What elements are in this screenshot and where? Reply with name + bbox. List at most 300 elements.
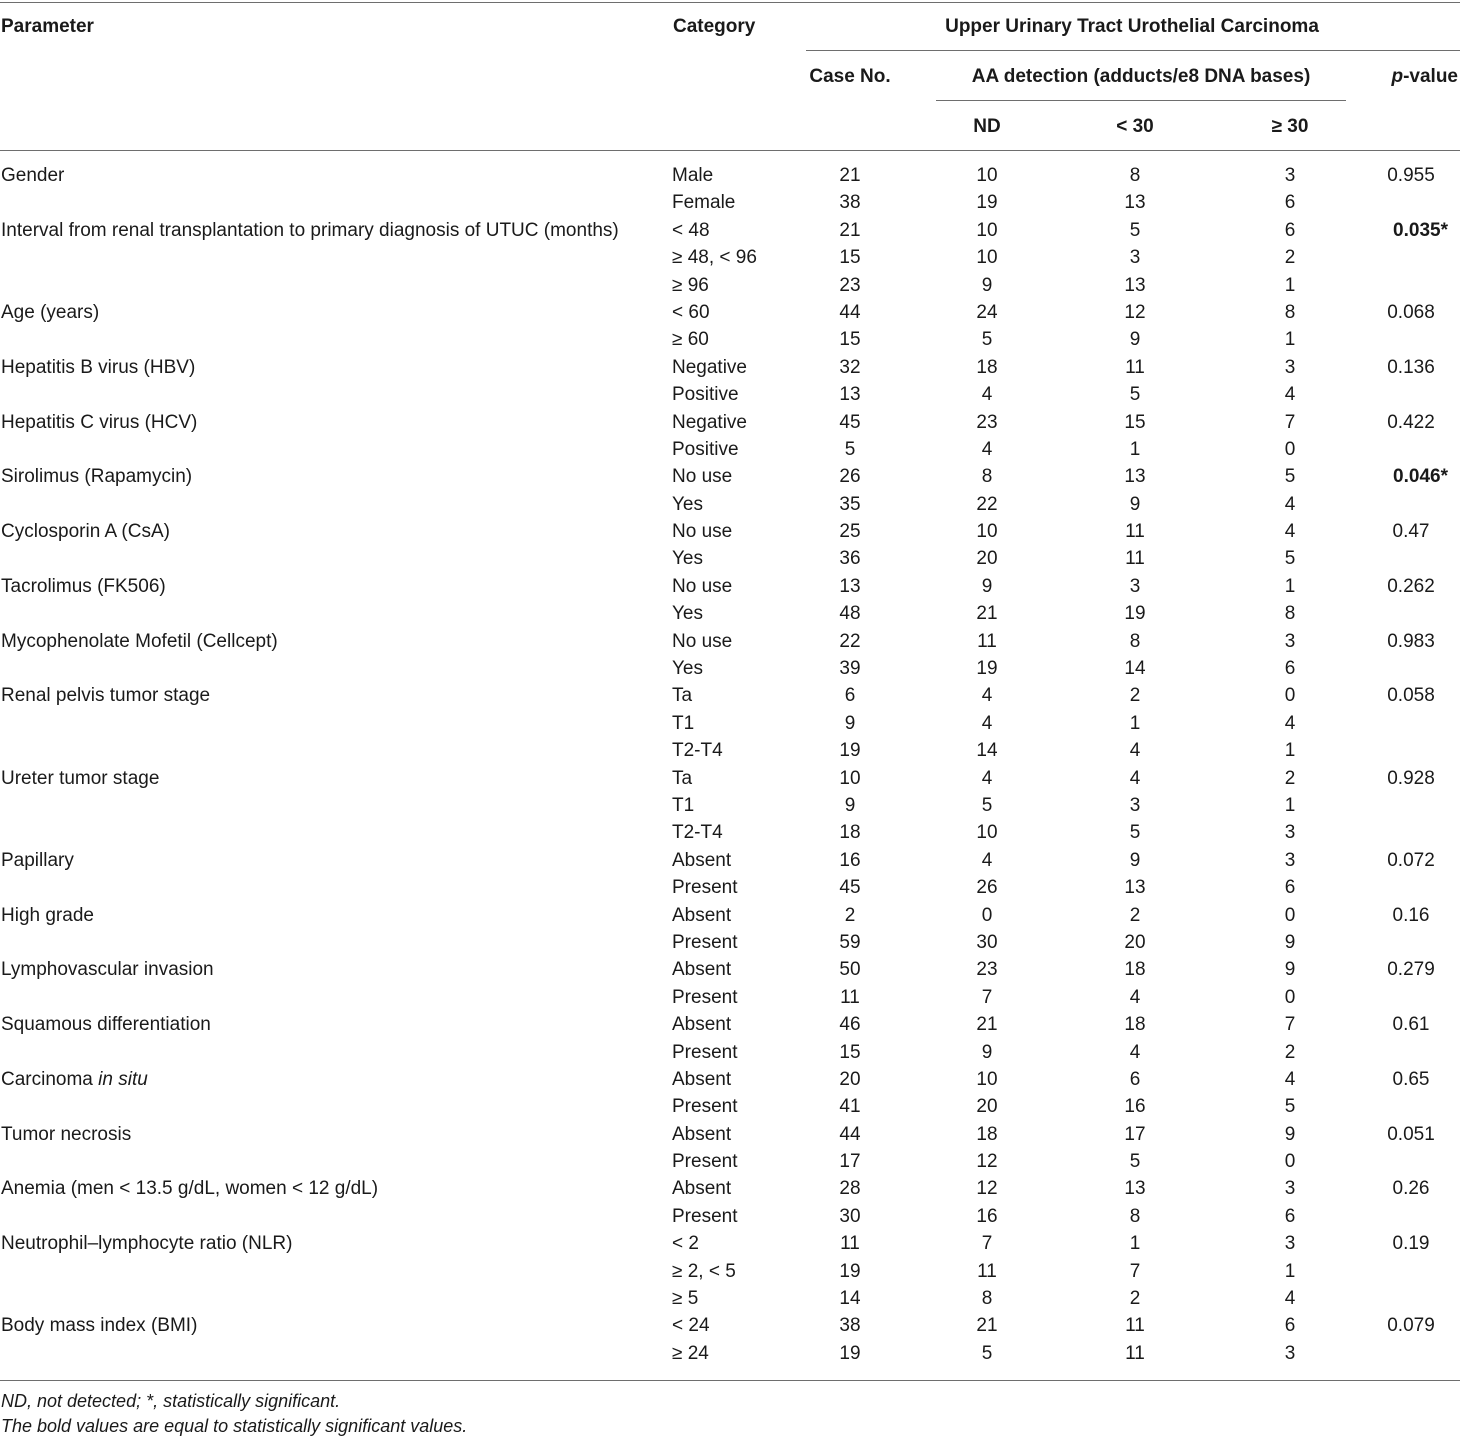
nd-cell: 4 [981, 384, 993, 406]
lt30-cell: 11 [1125, 548, 1145, 570]
ge30-cell: 5 [1284, 548, 1296, 570]
case-no-cell: 44 [839, 301, 861, 323]
case-no-cell: 13 [839, 384, 861, 406]
case-no-cell: 44 [839, 1123, 861, 1145]
table-row [0, 381, 1460, 408]
case-no-cell: 23 [839, 274, 861, 296]
ge30-cell: 1 [1284, 740, 1296, 762]
case-no-cell: 38 [839, 1315, 861, 1337]
category-cell: Ta [672, 685, 693, 707]
table-row [0, 1121, 1460, 1148]
p-value-text: 0.035* [1393, 219, 1448, 241]
p-value-cell [1350, 1312, 1448, 1339]
case-no-cell: 30 [839, 1205, 861, 1227]
lt30-cell: 17 [1124, 1123, 1146, 1145]
nd-cell: 21 [976, 1315, 998, 1337]
nd-cell: 12 [976, 1178, 998, 1200]
case-no-cell: 26 [839, 466, 861, 488]
nd-cell: 9 [981, 1041, 993, 1063]
parameter-cell: Body mass index (BMI) [1, 1315, 198, 1337]
nd-cell: 10 [976, 1068, 998, 1090]
p-value-cell [1350, 436, 1448, 463]
p-value-cell [1350, 1039, 1448, 1066]
category-cell: T1 [672, 712, 695, 734]
table-row [0, 737, 1460, 764]
parameter-cell: Interval from renal transplantation to primary diagnosis of UTUC (months) [1, 219, 619, 241]
p-value-cell [1350, 1066, 1448, 1093]
category-cell: Absent [672, 904, 732, 926]
table-row [0, 710, 1460, 737]
category-cell: Absent [672, 1068, 732, 1090]
parameter-cell: Lymphovascular invasion [1, 959, 214, 981]
ge30-cell: 0 [1284, 986, 1296, 1008]
category-cell: Yes [672, 603, 703, 625]
p-value-cell [1350, 1093, 1448, 1120]
lt30-cell: 9 [1129, 493, 1141, 515]
case-no-cell: 59 [839, 931, 861, 953]
ge30-cell: 0 [1284, 1151, 1296, 1173]
nd-cell: 7 [981, 1233, 993, 1255]
category-cell: Present [672, 1041, 738, 1063]
table-row [0, 1093, 1460, 1120]
table-row [0, 655, 1460, 682]
category-cell: Male [672, 165, 714, 186]
table-bottom-rule [0, 1380, 1460, 1381]
nd-cell: 11 [977, 1260, 997, 1282]
lt30-cell: 1 [1129, 1233, 1141, 1255]
table-row [0, 956, 1460, 983]
p-value-text: 0.262 [1387, 575, 1435, 597]
p-value-cell [1350, 409, 1448, 436]
p-value-cell [1350, 1121, 1448, 1148]
nd-cell: 10 [976, 165, 998, 186]
case-no-cell: 14 [839, 1288, 861, 1310]
ge30-cell: 6 [1284, 219, 1296, 241]
table-row [0, 189, 1460, 216]
lt30-cell: 8 [1129, 630, 1141, 652]
category-cell: No use [672, 521, 733, 543]
category-cell: ≥ 5 [672, 1288, 699, 1310]
nd-cell: 24 [976, 301, 998, 323]
case-no-cell: 9 [844, 712, 856, 734]
nd-cell: 9 [981, 575, 993, 597]
category-cell: Yes [672, 548, 703, 570]
lt30-cell: 13 [1124, 192, 1146, 214]
table-row [0, 874, 1460, 901]
p-value-text: 0.16 [1392, 904, 1430, 926]
lt30-cell: 20 [1124, 931, 1146, 953]
lt30-cell: 11 [1125, 521, 1145, 543]
ge30-cell: 3 [1284, 849, 1296, 871]
case-no-cell: 15 [839, 329, 861, 351]
ge30-cell: 2 [1284, 1041, 1296, 1063]
lt30-cell: 3 [1129, 247, 1141, 269]
p-value-cell [1350, 1230, 1448, 1257]
table-row [0, 217, 1460, 244]
lt30-cell: 19 [1124, 603, 1146, 625]
table-row [0, 354, 1460, 381]
case-no-cell: 22 [839, 630, 861, 652]
p-value-cell [1350, 162, 1448, 189]
nd-cell: 4 [981, 767, 993, 789]
table-row [0, 326, 1460, 353]
header-p-italic: p [1391, 66, 1404, 87]
case-no-cell: 21 [839, 165, 861, 186]
header-lt30: < 30 [1116, 116, 1154, 137]
p-value-cell [1350, 381, 1448, 408]
table-body [0, 162, 1460, 1367]
table-row [0, 765, 1460, 792]
case-no-cell: 2 [844, 904, 856, 926]
category-cell: Present [672, 1205, 738, 1227]
category-cell: Negative [672, 356, 747, 378]
p-value-cell [1350, 189, 1448, 216]
category-cell: ≥ 2, < 5 [672, 1260, 736, 1282]
case-no-cell: 19 [839, 1342, 861, 1364]
ge30-cell: 3 [1284, 630, 1296, 652]
lt30-cell: 1 [1129, 438, 1141, 460]
ge30-cell: 3 [1284, 822, 1296, 844]
case-no-cell: 25 [839, 521, 861, 543]
parameter-cell: High grade [1, 904, 94, 926]
lt30-cell: 5 [1129, 219, 1141, 241]
p-value-text: 0.47 [1392, 521, 1430, 543]
table-row [0, 1285, 1460, 1312]
lt30-cell: 5 [1129, 384, 1141, 406]
category-cell: Absent [672, 849, 732, 871]
nd-cell: 5 [981, 794, 993, 816]
ge30-cell: 9 [1284, 931, 1296, 953]
table-row [0, 819, 1460, 846]
ge30-cell: 2 [1284, 247, 1296, 269]
case-no-cell: 46 [839, 1014, 861, 1036]
table-row [0, 436, 1460, 463]
case-no-cell: 28 [839, 1178, 861, 1200]
ge30-cell: 2 [1284, 767, 1296, 789]
p-value-cell [1350, 573, 1448, 600]
p-value-cell [1350, 984, 1448, 1011]
parameter-cell: Sirolimus (Rapamycin) [1, 466, 193, 488]
lt30-cell: 11 [1125, 1315, 1145, 1337]
parameter-cell: Age (years) [1, 301, 100, 323]
table-row [0, 1230, 1460, 1257]
table-row [0, 1039, 1460, 1066]
category-cell: Present [672, 931, 738, 953]
case-no-cell: 21 [839, 219, 861, 241]
lt30-cell: 5 [1129, 822, 1141, 844]
p-value-cell [1350, 1175, 1448, 1202]
case-no-cell: 36 [839, 548, 861, 570]
ge30-cell: 0 [1284, 904, 1296, 926]
lt30-cell: 11 [1125, 356, 1145, 378]
p-value-cell [1350, 272, 1448, 299]
ge30-cell: 3 [1284, 1342, 1296, 1364]
p-value-text: 0.279 [1387, 959, 1435, 981]
top-rule [0, 2, 1460, 3]
ge30-cell: 6 [1284, 1205, 1296, 1227]
table-row [0, 299, 1460, 326]
table-row [0, 1175, 1460, 1202]
p-value-cell [1350, 792, 1448, 819]
nd-cell: 30 [976, 931, 998, 953]
lt30-cell: 2 [1129, 685, 1141, 707]
category-cell: No use [672, 630, 733, 652]
lt30-cell: 2 [1129, 904, 1141, 926]
p-value-text: 0.983 [1387, 630, 1435, 652]
case-no-cell: 45 [839, 877, 861, 899]
category-cell: ≥ 60 [672, 329, 709, 351]
nd-cell: 23 [976, 959, 998, 981]
ge30-cell: 3 [1284, 1178, 1296, 1200]
header-bottom-rule [0, 150, 1460, 151]
table-row [0, 463, 1460, 490]
table-row [0, 409, 1460, 436]
lt30-cell: 4 [1129, 1041, 1141, 1063]
p-value-cell [1350, 244, 1448, 271]
category-cell: Absent [672, 959, 732, 981]
p-value-text: 0.051 [1387, 1123, 1435, 1145]
lt30-cell: 8 [1129, 165, 1141, 186]
header-parameter: Parameter [1, 16, 94, 37]
category-cell: Positive [672, 384, 739, 406]
ge30-cell: 6 [1284, 192, 1296, 214]
case-no-cell: 50 [839, 959, 861, 981]
nd-cell: 20 [976, 1096, 998, 1118]
nd-cell: 16 [976, 1205, 998, 1227]
p-value-cell [1350, 628, 1448, 655]
nd-cell: 9 [981, 274, 993, 296]
p-value-text: 0.068 [1387, 301, 1435, 323]
lt30-cell: 4 [1129, 986, 1141, 1008]
ge30-cell: 6 [1284, 1315, 1296, 1337]
parameter-cell: Hepatitis B virus (HBV) [1, 356, 196, 378]
case-no-cell: 17 [839, 1151, 861, 1173]
header-group: Upper Urinary Tract Urothelial Carcinoma [945, 16, 1319, 37]
p-value-cell [1350, 1011, 1448, 1038]
category-cell: < 60 [672, 301, 710, 323]
p-value-cell [1350, 765, 1448, 792]
ge30-cell: 4 [1284, 384, 1296, 406]
p-value-cell [1350, 956, 1448, 983]
header-aa-detection: AA detection (adducts/e8 DNA bases) [971, 66, 1311, 87]
category-cell: Present [672, 986, 738, 1008]
category-cell: No use [672, 575, 733, 597]
lt30-cell: 11 [1125, 1342, 1145, 1364]
ge30-cell: 1 [1284, 1260, 1296, 1282]
nd-cell: 20 [976, 548, 998, 570]
category-cell: No use [672, 466, 733, 488]
nd-cell: 0 [981, 904, 993, 926]
parameter-cell: Hepatitis C virus (HCV) [1, 411, 198, 433]
table-row [0, 792, 1460, 819]
p-value-cell [1350, 874, 1448, 901]
p-value-cell [1350, 1340, 1448, 1367]
nd-cell: 10 [976, 822, 998, 844]
ge30-cell: 3 [1284, 356, 1296, 378]
parameter-cell: Renal pelvis tumor stage [1, 685, 211, 707]
aa-underline [936, 100, 1346, 101]
nd-cell: 10 [976, 219, 998, 241]
p-value-text: 0.136 [1387, 356, 1435, 378]
table-row [0, 1148, 1460, 1175]
nd-cell: 4 [981, 712, 993, 734]
table-row [0, 162, 1460, 189]
case-no-cell: 20 [839, 1068, 861, 1090]
category-cell: Present [672, 1151, 738, 1173]
ge30-cell: 8 [1284, 301, 1296, 323]
lt30-cell: 7 [1129, 1260, 1141, 1282]
lt30-cell: 13 [1124, 466, 1146, 488]
case-no-cell: 41 [839, 1096, 861, 1118]
category-cell: T2-T4 [672, 740, 723, 762]
p-value-cell [1350, 326, 1448, 353]
nd-cell: 4 [981, 438, 993, 460]
header-p-suffix: -value [1403, 66, 1458, 87]
case-no-cell: 38 [839, 192, 861, 214]
ge30-cell: 7 [1284, 1014, 1296, 1036]
table-row [0, 1203, 1460, 1230]
p-value-text: 0.65 [1392, 1068, 1430, 1090]
nd-cell: 4 [981, 849, 993, 871]
lt30-cell: 9 [1129, 849, 1141, 871]
p-value-text: 0.61 [1392, 1014, 1430, 1036]
case-no-cell: 11 [840, 986, 860, 1008]
header-ge30: ≥ 30 [1271, 116, 1309, 137]
p-value-cell [1350, 682, 1448, 709]
ge30-cell: 4 [1284, 1068, 1296, 1090]
ge30-cell: 0 [1284, 685, 1296, 707]
ge30-cell: 6 [1284, 877, 1296, 899]
p-value-cell [1350, 847, 1448, 874]
table-row [0, 628, 1460, 655]
category-cell: Absent [672, 1014, 732, 1036]
lt30-cell: 14 [1124, 658, 1146, 680]
category-cell: Present [672, 1096, 738, 1118]
p-value-cell [1350, 737, 1448, 764]
table-row [0, 682, 1460, 709]
table-row [0, 518, 1460, 545]
table-row [0, 929, 1460, 956]
nd-cell: 5 [981, 329, 993, 351]
group-underline [806, 50, 1460, 51]
category-cell: Yes [672, 658, 703, 680]
table-row [0, 491, 1460, 518]
ge30-cell: 7 [1284, 411, 1296, 433]
p-value-cell [1350, 463, 1448, 490]
nd-cell: 26 [976, 877, 998, 899]
nd-cell: 12 [976, 1151, 998, 1173]
ge30-cell: 1 [1284, 575, 1296, 597]
case-no-cell: 10 [839, 767, 861, 789]
nd-cell: 18 [976, 356, 998, 378]
case-no-cell: 5 [844, 438, 856, 460]
p-value-text: 0.058 [1387, 685, 1435, 707]
table-row [0, 1011, 1460, 1038]
footnote-1: ND, not detected; *, statistically significant. [1, 1391, 341, 1411]
case-no-cell: 13 [839, 575, 861, 597]
case-no-cell: 6 [844, 685, 856, 707]
p-value-cell [1350, 1285, 1448, 1312]
p-value-text: 0.26 [1392, 1178, 1430, 1200]
nd-cell: 21 [976, 1014, 998, 1036]
lt30-cell: 3 [1129, 794, 1141, 816]
category-cell: Negative [672, 411, 747, 433]
p-value-text: 0.046* [1393, 466, 1448, 488]
nd-cell: 8 [981, 466, 993, 488]
case-no-cell: 39 [839, 658, 861, 680]
p-value-text: 0.19 [1392, 1233, 1430, 1255]
case-no-cell: 32 [839, 356, 861, 378]
table-row [0, 272, 1460, 299]
category-cell: Present [672, 877, 738, 899]
p-value-cell [1350, 600, 1448, 627]
category-cell: ≥ 48, < 96 [672, 247, 757, 269]
p-value-cell [1350, 491, 1448, 518]
parameter-text: Carcinoma [1, 1068, 99, 1090]
table-row [0, 1312, 1460, 1339]
category-cell: Yes [672, 493, 703, 515]
p-value-text: 0.072 [1387, 849, 1435, 871]
case-no-cell: 15 [839, 247, 861, 269]
category-cell: Absent [672, 1178, 732, 1200]
case-no-cell: 11 [840, 1233, 860, 1255]
parameter-cell: Squamous differentiation [1, 1014, 211, 1036]
parameter-cell: Ureter tumor stage [1, 767, 160, 789]
category-cell: Female [672, 192, 736, 214]
table-row [0, 984, 1460, 1011]
category-cell: ≥ 96 [672, 274, 709, 296]
p-value-cell [1350, 1258, 1448, 1285]
parameter-cell: Cyclosporin A (CsA) [1, 521, 170, 543]
category-cell: Absent [672, 1123, 732, 1145]
ge30-cell: 0 [1284, 438, 1296, 460]
nd-cell: 22 [976, 493, 998, 515]
category-cell: T1 [672, 794, 695, 816]
ge30-cell: 3 [1284, 1233, 1296, 1255]
parameter-cell [1, 1066, 148, 1093]
p-value-cell [1350, 710, 1448, 737]
ge30-cell: 4 [1284, 521, 1296, 543]
lt30-cell: 8 [1129, 1205, 1141, 1227]
p-value-cell [1350, 655, 1448, 682]
case-no-cell: 16 [839, 849, 861, 871]
lt30-cell: 16 [1124, 1096, 1146, 1118]
p-value-cell [1350, 819, 1448, 846]
nd-cell: 23 [976, 411, 998, 433]
ge30-cell: 4 [1284, 493, 1296, 515]
lt30-cell: 4 [1129, 740, 1141, 762]
header-category: Category [673, 16, 756, 37]
ge30-cell: 8 [1284, 603, 1296, 625]
parameter-cell: Anemia (men < 13.5 g/dL, women < 12 g/dL) [1, 1178, 379, 1200]
ge30-cell: 9 [1284, 959, 1296, 981]
p-value-cell [1350, 929, 1448, 956]
lt30-cell: 2 [1129, 1288, 1141, 1310]
ge30-cell: 4 [1284, 712, 1296, 734]
table-row [0, 1340, 1460, 1367]
category-cell: T2-T4 [672, 822, 723, 844]
nd-cell: 11 [977, 630, 997, 652]
parameter-cell: Papillary [1, 849, 74, 871]
footnote-2: The bold values are equal to statistically significant values. [1, 1416, 468, 1436]
nd-cell: 7 [981, 986, 993, 1008]
lt30-cell: 1 [1129, 712, 1141, 734]
case-no-cell: 19 [839, 1260, 861, 1282]
lt30-cell: 18 [1124, 1014, 1146, 1036]
p-value-text: 0.079 [1387, 1315, 1435, 1337]
parameter-cell: Gender [1, 165, 65, 186]
table-row [0, 244, 1460, 271]
